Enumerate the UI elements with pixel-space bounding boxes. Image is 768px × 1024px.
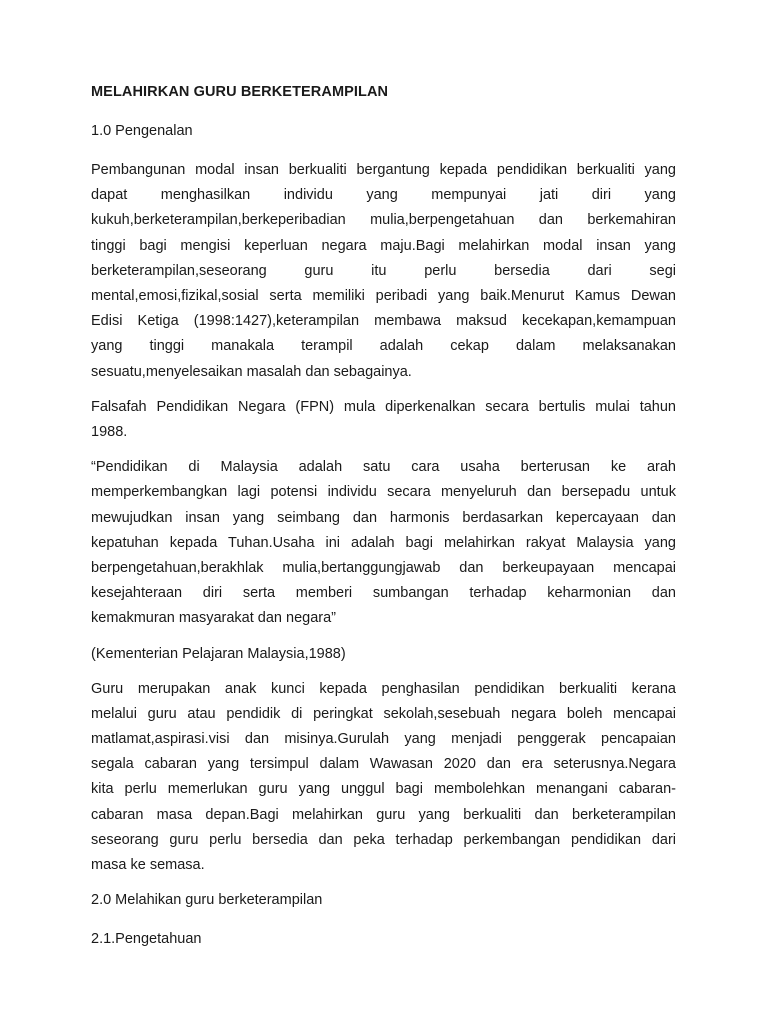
section-heading-melahirkan-guru: 2.0 Melahikan guru berketerampilan	[91, 892, 323, 909]
text-line: kukuh,berketerampilan,berkeperibadian mulia,berpengetahuan dan berkemahiran	[91, 212, 676, 229]
text-line: masa ke semasa.	[91, 857, 205, 874]
text-line: Edisi Ketiga (1998:1427),keterampilan membawa maksud kecekapan,kemampuan	[91, 313, 676, 330]
section-heading-pengenalan: 1.0 Pengenalan	[91, 123, 193, 139]
text-line: Pembangunan modal insan berkualiti bergantung kepada pendidikan berkualiti yang	[91, 162, 676, 178]
text-line: segala cabaran yang tersimpul dalam Wawasan 2020 dan era seterusnya.Negara	[91, 756, 676, 773]
text-line: dapat menghasilkan individu yang mempunyai jati diri yang	[91, 187, 676, 204]
subsection-heading-pengetahuan: 2.1.Pengetahuan	[91, 931, 202, 948]
text-line: Falsafah Pendidikan Negara (FPN) mula diperkenalkan secara bertulis mulai tahun	[91, 398, 676, 415]
paragraph-intro	[91, 158, 676, 385]
text-line: kemakmuran masyarakat dan negara”	[91, 610, 337, 627]
text-line: seseorang guru perlu bersedia dan peka terhadap perkembangan pendidikan dari	[91, 831, 676, 848]
text-line: berpengetahuan,berakhlak mulia,bertanggungjawab dan berkeupayaan mencapai	[91, 560, 676, 577]
document-page	[91, 80, 676, 952]
text-line: matlamat,aspirasi.visi dan misinya.Gurulah yang menjadi penggerak pencapaian	[91, 731, 676, 748]
text-line: tinggi bagi mengisi keperluan negara maju.Bagi melahirkan modal insan yang	[91, 237, 676, 254]
text-line: yang tinggi manakala terampil adalah cekap dalam melaksanakan	[91, 338, 676, 355]
text-line: berketerampilan,seseorang guru itu perlu bersedia dari segi	[91, 262, 676, 279]
text-line: kita perlu memerlukan guru yang unggul bagi membolehkan menangani cabaran-	[91, 781, 676, 798]
text-line: sesuatu,menyelesaikan masalah dan sebagainya.	[91, 363, 412, 380]
text-line: kesejahteraan diri serta memberi sumbangan terhadap keharmonian dan	[91, 585, 676, 602]
paragraph-fpn	[91, 395, 676, 445]
text-line: kepatuhan kepada Tuhan.Usaha ini adalah bagi melahirkan rakyat Malaysia yang	[91, 534, 676, 551]
paragraph-guru	[91, 677, 676, 879]
text-line: mental,emosi,fizikal,sosial serta memiliki peribadi yang baik.Menurut Kamus Dewan	[91, 288, 676, 305]
document-title: MELAHIRKAN GURU BERKETERAMPILAN	[91, 84, 389, 100]
citation: (Kementerian Pelajaran Malaysia,1988)	[91, 645, 346, 662]
text-line: memperkembangkan lagi potensi individu secara menyeluruh dan bersepadu untuk	[91, 484, 676, 501]
paragraph-fpn-quote	[91, 455, 676, 631]
text-line: 1988.	[91, 424, 128, 441]
text-line: melalui guru atau pendidik di peringkat sekolah,sesebuah negara boleh mencapai	[91, 705, 676, 722]
text-line: cabaran masa depan.Bagi melahirkan guru yang berkualiti dan berketerampilan	[91, 806, 676, 823]
text-line: Guru merupakan anak kunci kepada penghasilan pendidikan berkualiti kerana	[91, 680, 676, 697]
text-line: “Pendidikan di Malaysia adalah satu cara usaha berterusan ke arah	[91, 459, 676, 476]
text-line: mewujudkan insan yang seimbang dan harmonis berdasarkan kepercayaan dan	[91, 509, 676, 526]
